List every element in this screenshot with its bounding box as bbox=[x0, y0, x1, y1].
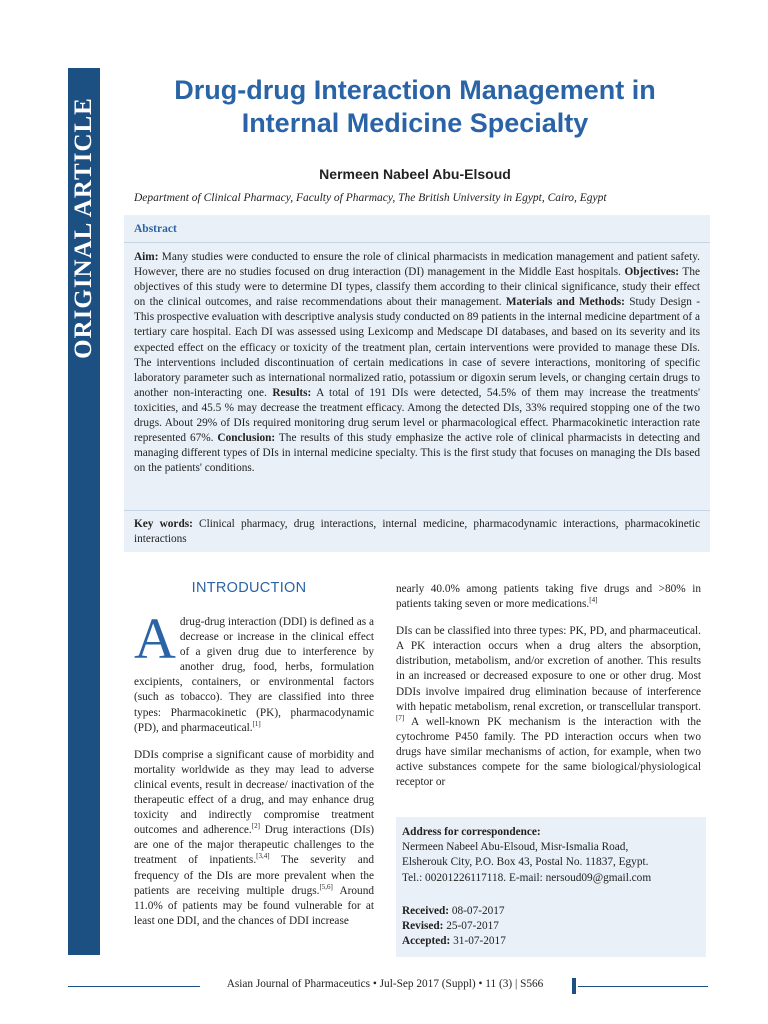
abstract-body bbox=[134, 250, 700, 476]
intro-paragraph-4: DIs can be classified into three types: PK, PD, and pharmaceutical. A PK interaction occurs when a drug alters the absorption, distribution, metabolism, and/or excretion of another. This results in an increased or decreased exposure to one or other drug. Most DDIs involve impaired drug elimination because of interference with hepatic metabolism, renal excretion, or transcellular transport.[7] A well-known PK mechanism is the interaction with the cytochrome P450 family. The PD interaction occurs when two drugs have similar mechanisms of action, for example, when two active substances compete for the same biological/physiological receptor or bbox=[396, 625, 701, 789]
received-date: Received: 08-07-2017 bbox=[402, 905, 505, 917]
correspondence-line-2: Elsherouk City, P.O. Box 43, Postal No. 11837, Egypt. bbox=[402, 856, 649, 869]
right-column bbox=[396, 582, 701, 802]
results-label: Results: bbox=[272, 386, 312, 399]
keywords-divider bbox=[124, 510, 710, 511]
correspondence-address bbox=[402, 825, 702, 886]
article-type-label: ORIGINAL ARTICLE bbox=[70, 97, 97, 359]
accepted-date: Accepted: 31-07-2017 bbox=[402, 935, 506, 948]
methods-label: Materials and Methods: bbox=[505, 296, 625, 309]
abstract-divider bbox=[124, 242, 710, 243]
citation: [4] bbox=[589, 596, 598, 605]
results-text: A total of 191 DIs were detected, 54.5% of them may increase the treatments' toxicities, and 45.5 % may decrease the treatment efficacy. Among the detected DIs, 33% required stopping one of the two drugs. About 29% of DIs required monitoring drug serum level or pharmacological effect. Pharmacokinetic interaction rate represented 67%. bbox=[134, 386, 700, 445]
correspondence-line-1: Nermeen Nabeel Abu-Elsoud, Misr-Ismalia Road, bbox=[402, 841, 629, 854]
objectives-text: The objectives of this study were to determine DI types, classify them according to their clinical significance, study their effect on the clinical outcomes, and raise recommendations about their management. bbox=[134, 266, 700, 309]
objectives-label: Objectives: bbox=[624, 266, 680, 279]
citation: [7] bbox=[396, 713, 405, 722]
correspondence-line-3: Tel.: 00201226117118. E-mail: nersoud09@gmail.com bbox=[402, 871, 652, 884]
citation: [3,4] bbox=[256, 852, 270, 861]
intro-paragraph-1: A drug-drug interaction (DDI) is defined as a decrease or increase in the clinical effect of a given drug due to interference by another drug, food, herbs, formulation excipients, containers, or environmental factors (such as tobacco). They are classified into three types: Pharmacokinetic (PK), pharmacodynamic (PD), and pharmaceutical.[1] bbox=[134, 606, 374, 734]
keywords-label: Key words: bbox=[134, 518, 193, 530]
article-title bbox=[120, 74, 710, 140]
keywords bbox=[134, 517, 700, 547]
title-line-2: Internal Medicine Specialty bbox=[241, 108, 589, 138]
drop-cap: A bbox=[134, 606, 176, 671]
methods-text: Study Design - This prospective evaluation with descriptive analysis study conducted on 89 patients in the internal medicine department of a tertiary care hospital. Each DI was assessed using Lexicomp and Medscape DI databases, and based on its severity and its expected effect on the efficacy or toxicity of the treatment plan, certain interventions were provided to manage these DIs. The interventions included discontinuation of certain medications in case of severe interactions, monitoring of specific laboratory parameter such as international normalized ratio, potassium or digoxin serum levels, or changing certain drugs to another non-interacting one. bbox=[134, 296, 700, 399]
revised-date: Revised: 25-07-2017 bbox=[402, 920, 499, 933]
author-name: Nermeen Nabeel Abu-Elsoud bbox=[319, 166, 511, 182]
footer-marker bbox=[572, 978, 576, 994]
aim-text: Many studies were conducted to ensure the role of clinical pharmacists in medication management and patient safety. However, there are no studies focused on drug interaction (DI) management in the Middle East hospitals. bbox=[134, 251, 700, 279]
author-affiliation: Department of Clinical Pharmacy, Faculty of Pharmacy, The British University in Egypt, Cairo, Egypt bbox=[134, 192, 607, 204]
aim-label: Aim: bbox=[134, 251, 159, 263]
left-column bbox=[134, 606, 375, 941]
intro-paragraph-2: DDIs comprise a significant cause of morbidity and mortality worldwide as they may lead to adverse clinical events, result in decrease/ inactivation of the therapeutic effect of a drug, and may enhance drug toxicity and indirectly compromise treatment outcomes and adherence.[2] Drug interactions (DIs) are one of the major therapeutic challenges to the treatment of inpatients.[3,4] The severity and frequency of the DIs are more prevalent when the patients are receiving multiple drugs.[5,6] Around 11.0% of patients may be found vulnerable for at least one DDI, and the chances of DDI increase bbox=[134, 748, 375, 927]
intro-paragraph-3: nearly 40.0% among patients taking five drugs and >80% in patients taking seven or more medications.[4] bbox=[396, 583, 701, 611]
title-line-1: Drug-drug Interaction Management in bbox=[174, 75, 656, 105]
conclusion-label: Conclusion: bbox=[217, 432, 276, 445]
correspondence-heading: Address for correspondence: bbox=[402, 826, 541, 838]
introduction-heading: INTRODUCTION bbox=[191, 580, 307, 596]
abstract-heading: Abstract bbox=[134, 223, 177, 235]
conclusion-text: The results of this study emphasize the active role of clinical pharmacists in detecting and managing different types of DIs in internal medicine specialty. This is the first study that focuses on managing the DIs based on the patients' conditions. bbox=[134, 432, 700, 475]
footer-citation: Asian Journal of Pharmaceutics • Jul-Sep 2017 (Suppl) • 11 (3) | S566 bbox=[226, 978, 544, 990]
citation: [2] bbox=[251, 822, 260, 831]
article-dates bbox=[402, 904, 702, 950]
citation: [1] bbox=[252, 719, 261, 728]
keywords-text: Clinical pharmacy, drug interactions, internal medicine, pharmacodynamic interactions, pharmacokinetic interactions bbox=[134, 518, 700, 546]
citation: [5,6] bbox=[319, 882, 333, 891]
